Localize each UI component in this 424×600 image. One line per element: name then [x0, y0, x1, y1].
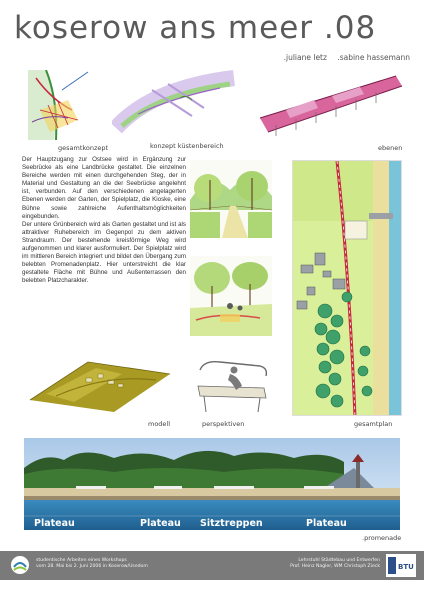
gesamtplan-image: [292, 160, 402, 416]
caption-kuestenbereich: konzept küstenbereich: [150, 142, 224, 150]
description-text: [22, 156, 186, 286]
footer-chair-info: [290, 558, 380, 570]
btu-logo-text: BTU: [398, 563, 414, 571]
caption-modell: modell: [148, 420, 171, 428]
caption-gesamtkonzept: gesamtkonzept: [58, 144, 109, 152]
author-1: .juliane letz: [283, 53, 327, 62]
page-title: koserow ans meer .08: [14, 10, 377, 46]
footer-right-line-2: Prof. Heinz Nagler, WM Christoph Zieck: [290, 564, 380, 569]
caption-perspektiven: perspektiven: [202, 420, 245, 428]
perspective-sketch-1: [190, 160, 272, 238]
gesamtkonzept-image: [28, 70, 92, 140]
author-2: .sabine hassemann: [337, 53, 410, 62]
caption-promenade: .promenade: [362, 534, 402, 542]
ebenen-image: [256, 70, 406, 140]
description-paragraph-2: Der untere Grünbereich wird als Garten gestaltet und ist als attraktiver Ruhebereich im Gegenpol zu dem aktiven Strandraum. Der bestehende kreisförmige Weg wird aufgenommen und klarer ausformuliert. Der Spielplatz wird im mittleren Bereich integriert und bildet den Übergang zum belebten Promenadenplatz. Hier unterstreicht die klar gestaltete Fläche mit Bühne und Außenterrassen den belebten Platzcharakter.: [22, 220, 186, 285]
footer-workshop-info: [36, 558, 148, 570]
promenade-panorama: [24, 438, 400, 530]
caption-ebenen: ebenen: [378, 144, 403, 152]
footer-left-line-1: studentische Arbeiten eines Workshops: [36, 558, 127, 563]
panorama-label-4: Plateau: [306, 518, 347, 529]
footer-left-line-2: vom 28. Mai bis 2. Juni 2006 in Koserow/Usedom: [36, 564, 148, 569]
panorama-label-3: Sitztreppen: [200, 518, 263, 529]
modell-image: [26, 344, 174, 414]
footer-bar: [0, 551, 424, 580]
kuestenbereich-image: [112, 68, 240, 138]
panorama-label-2: Plateau: [140, 518, 181, 529]
workshop-logo-icon: [10, 555, 30, 575]
description-paragraph-1: Der Hauptzugang zur Ostsee wird in Ergänzung zur Seebrücke als eine Landbrücke gestaltet. Die einzelnen Bereiche werden mit einen durchgehenden Steg, der in Material und Gestaltung an die der Seebrücke angelehnt ist, verbunden. Auf den verschiedenen angelagerten Ebenen werden der Garten, der Spielplatz, die Kioske, eine Bühne sowie zahlreiche Aufenthaltsmöglichkeiten eingebunden.: [22, 156, 186, 220]
caption-gesamtplan: gesamtplan: [354, 420, 393, 428]
perspective-sketch-3: [190, 356, 272, 416]
panorama-label-1: Plateau: [34, 518, 75, 529]
footer-right-line-1: Lehrstuhl Städtebau und Entwerfen: [298, 558, 380, 563]
btu-logo-icon: [386, 554, 416, 577]
perspective-sketch-2: [190, 256, 272, 336]
authors: [276, 53, 410, 62]
